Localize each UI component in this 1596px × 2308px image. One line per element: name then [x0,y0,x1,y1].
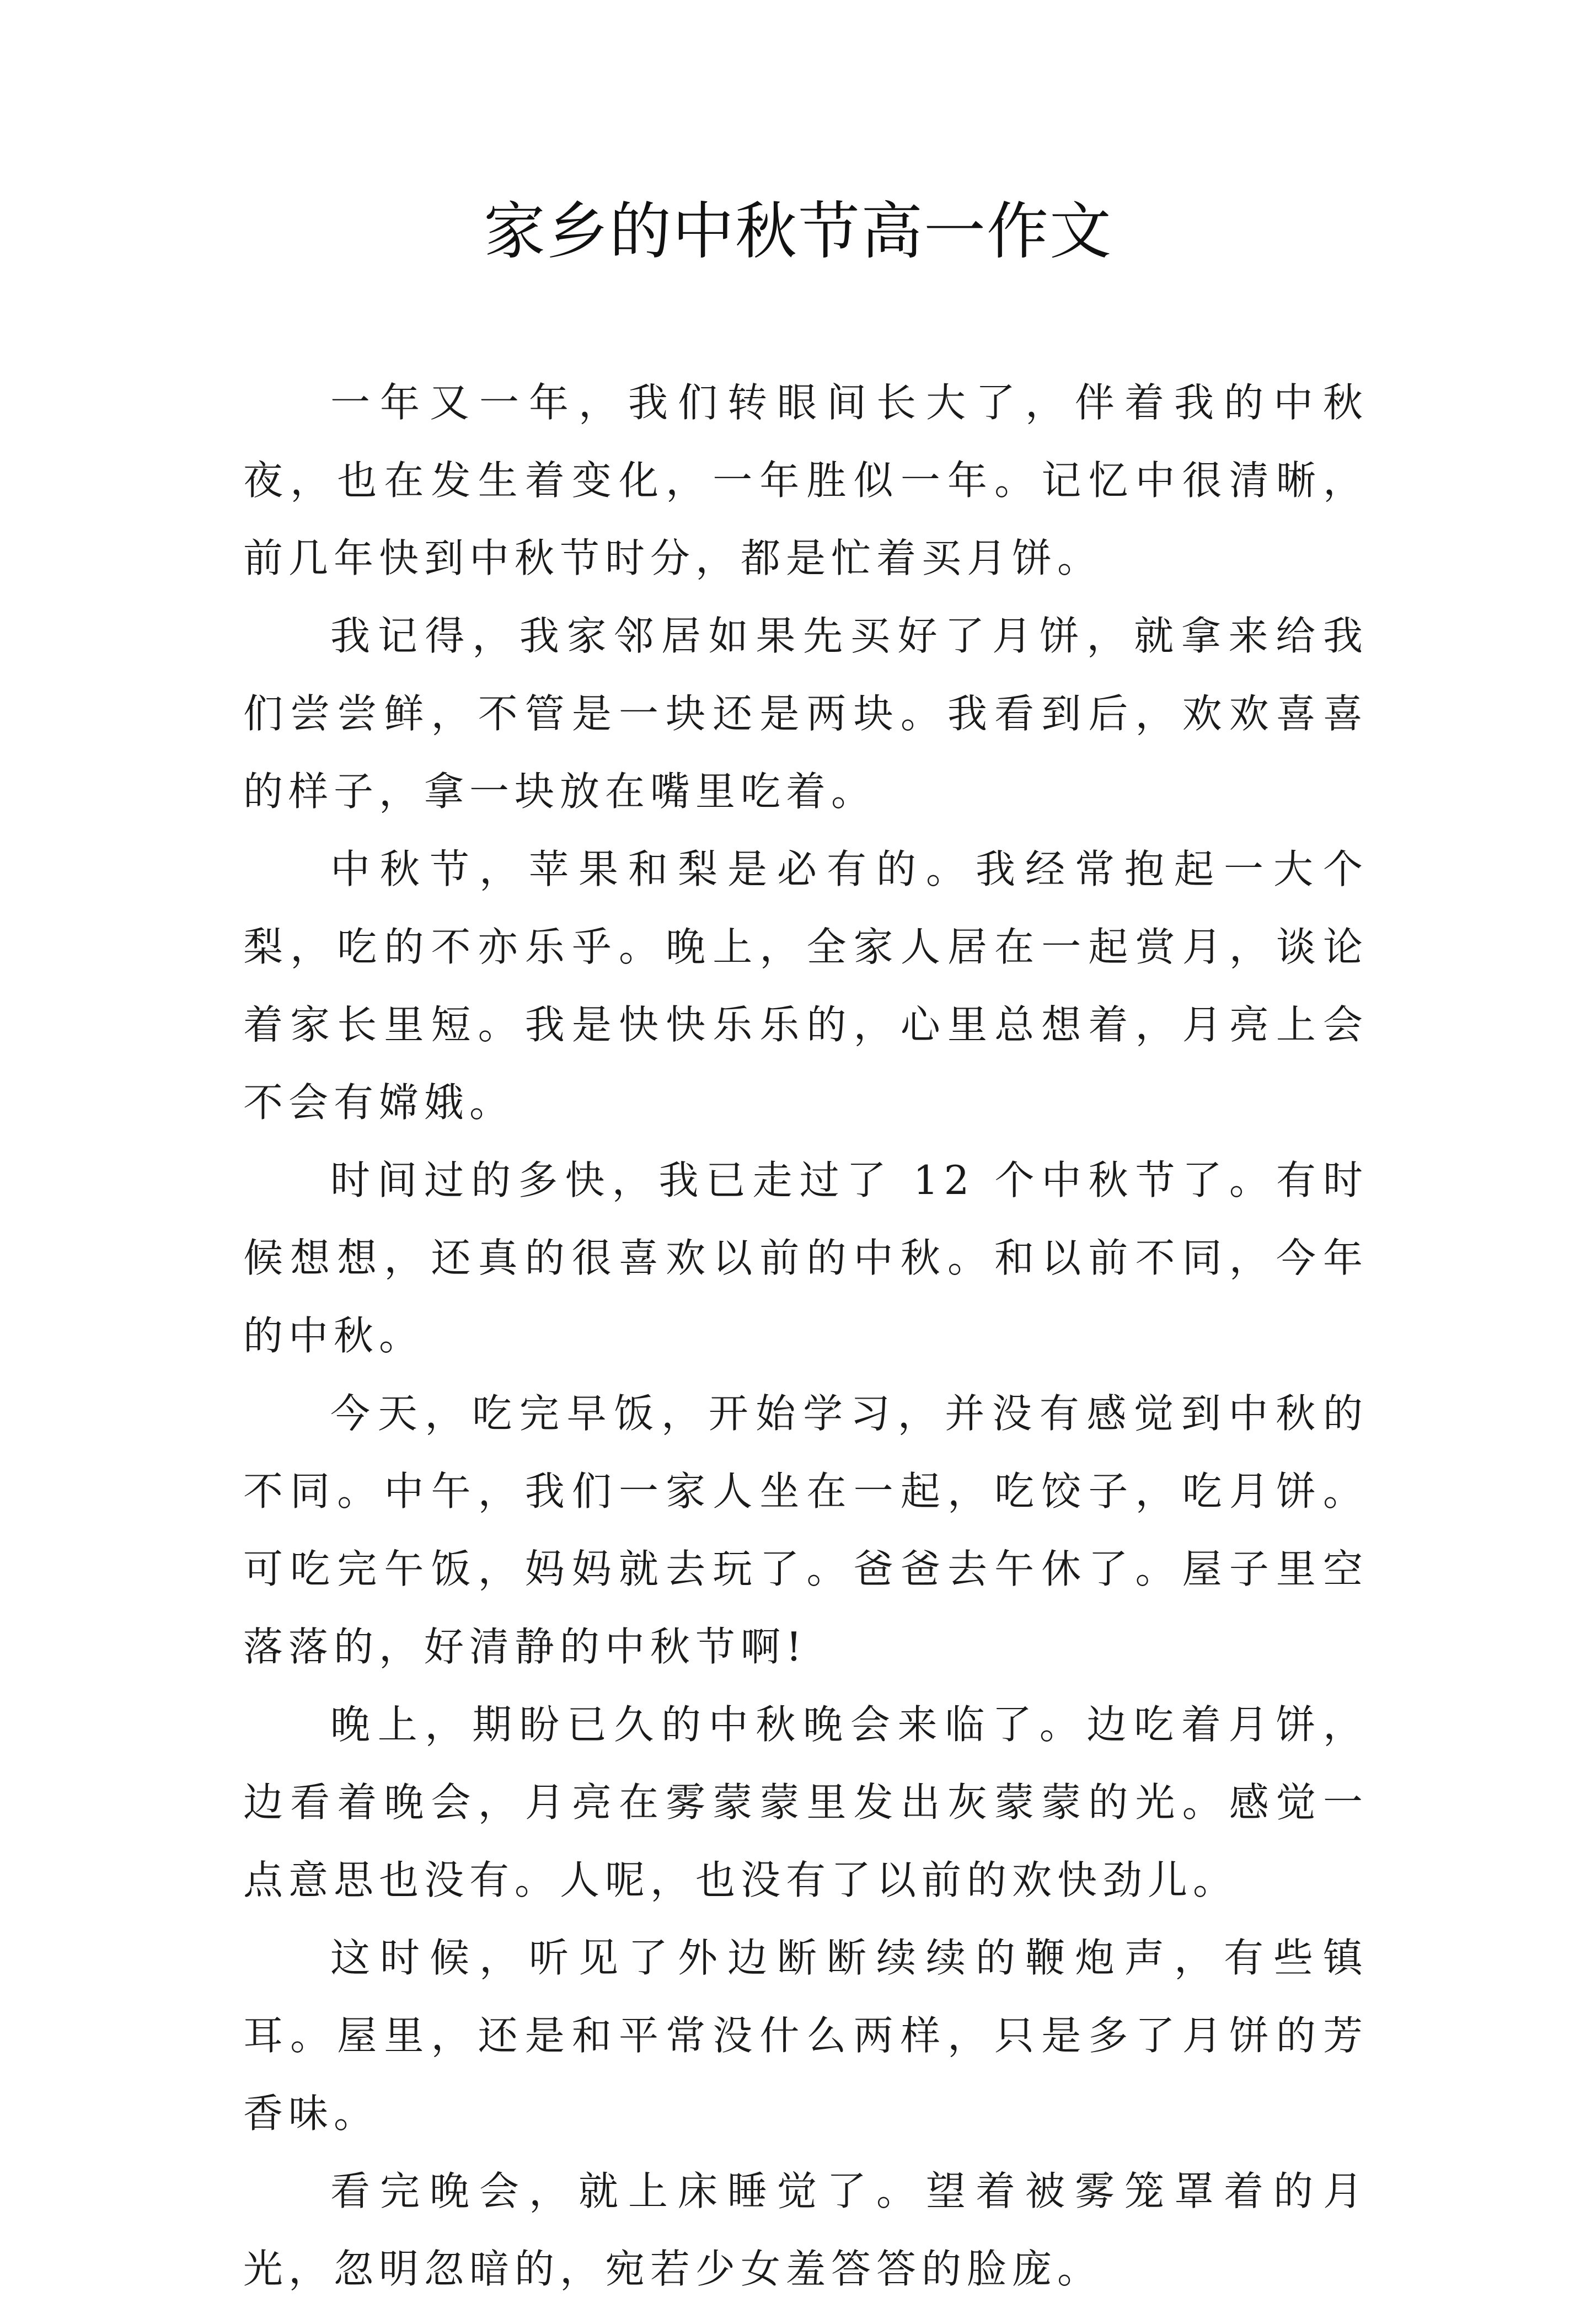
paragraph: 中秋节，苹果和梨是必有的。我经常抱起一大个梨，吃的不亦乐乎。晚上，全家人居在一起赏月，谈论着家长里短。我是快快乐乐的，心里总想着，月亮上会不会有嫦娥。 [243,846,1368,1126]
paragraph: 今天，吃完早饭，开始学习，并没有感觉到中秋的不同。中午，我们一家人坐在一起，吃饺子，吃月饼。可吃完午饭，妈妈就去玩了。爸爸去午休了。屋子里空落落的，好清静的中秋节啊! [243,1390,1368,1670]
paragraph: 晚上，期盼已久的中秋晚会来临了。边吃着月饼，边看着晚会，月亮在雾蒙蒙里发出灰蒙蒙的光。感觉一点意思也没有。人呢，也没有了以前的欢快劲儿。 [243,1701,1368,1903]
paragraph: 我记得，我家邻居如果先买好了月饼，就拿来给我们尝尝鲜，不管是一块还是两块。我看到后，欢欢喜喜的样子，拿一块放在嘴里吃着。 [243,613,1368,815]
document-title: 家乡的中秋节高一作文 [484,196,1112,267]
paragraph: 这时候，听见了外边断断续续的鞭炮声，有些镇耳。屋里，还是和平常没什么两样，只是多了月饼的芳香味。 [243,1935,1368,2136]
paragraph: 看完晚会，就上床睡觉了。望着被雾笼罩着的月光，忽明忽暗的，宛若少女羞答答的脸庞。 [243,2168,1368,2292]
document-body [243,364,1368,2308]
paragraph: 一年又一年，我们转眼间长大了，伴着我的中秋夜，也在发生着变化，一年胜似一年。记忆中很清晰，前几年快到中秋节时分，都是忙着买月饼。 [243,379,1368,581]
paragraph: 时间过的多快，我已走过了 12 个中秋节了。有时候想想，还真的很喜欢以前的中秋。和以前不同，今年的中秋。 [243,1157,1368,1359]
